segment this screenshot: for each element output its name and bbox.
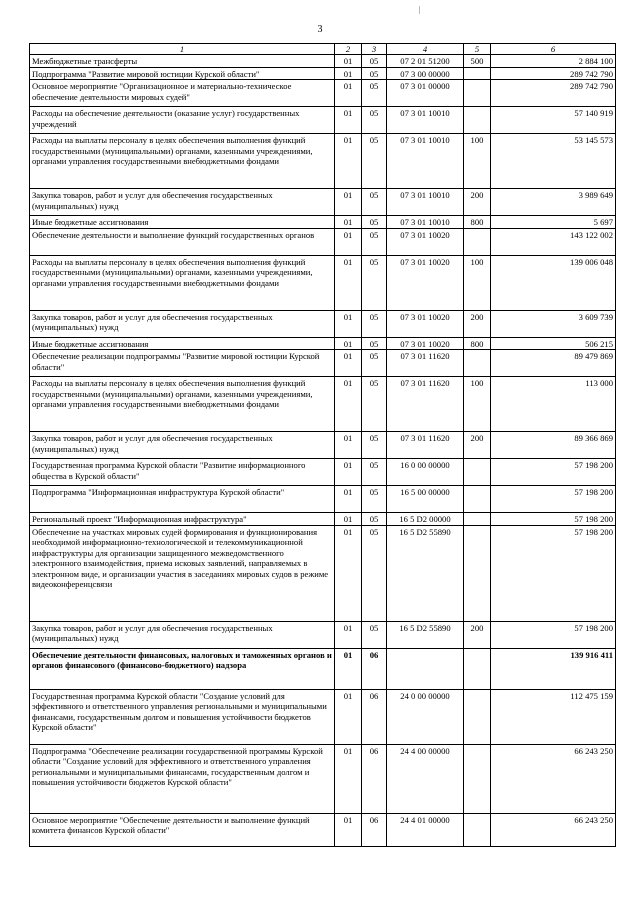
section-code-cell: 01 [335,744,362,813]
expense-type-cell [464,813,491,846]
expense-name-cell: Основное мероприятие "Обеспечение деятельности и выполнение функций комитета финансов Курской области" [30,813,335,846]
expense-name-cell: Региональный проект "Информационная инфраструктура" [30,513,335,526]
section-code-cell: 01 [335,377,362,432]
target-article-cell: 07 3 01 10010 [387,134,464,189]
column-header: 1 [30,44,335,55]
amount-cell: 112 475 159 [491,689,616,744]
column-header: 3 [362,44,387,55]
table-row [30,621,616,648]
subsection-code-cell: 06 [362,648,387,689]
target-article-cell: 07 3 00 00000 [387,67,464,80]
expense-type-cell: 800 [464,216,491,229]
table-row [30,377,616,432]
target-article-cell: 16 0 00 00000 [387,459,464,486]
amount-cell: 57 198 200 [491,459,616,486]
section-code-cell: 01 [335,310,362,337]
section-code-cell: 01 [335,134,362,189]
expense-name-cell: Расходы на обеспечение деятельности (оказание услуг) государственных учреждений [30,107,335,134]
section-code-cell: 01 [335,80,362,107]
target-article-cell: 16 5 D2 55890 [387,525,464,621]
amount-cell: 57 198 200 [491,486,616,513]
expense-type-cell [464,513,491,526]
expense-type-cell: 200 [464,432,491,459]
expense-name-cell: Закупка товаров, работ и услуг для обеспечения государственных (муниципальных) нужд [30,189,335,216]
subsection-code-cell: 05 [362,377,387,432]
expense-name-cell: Расходы на выплаты персоналу в целях обеспечения выполнения функций государственными (муниципальными) органами, казенными учреждениями, органами управления государственными внебюджетными фондами [30,134,335,189]
section-code-cell: 01 [335,813,362,846]
expense-name-cell: Расходы на выплаты персоналу в целях обеспечения выполнения функций государственными (муниципальными) органами, казенными учреждениями, органами управления государственными внебюджетными фондами [30,377,335,432]
target-article-cell: 24 0 00 00000 [387,689,464,744]
amount-cell: 57 198 200 [491,621,616,648]
amount-cell: 3 989 649 [491,189,616,216]
amount-cell: 139 006 048 [491,255,616,310]
section-code-cell: 01 [335,107,362,134]
amount-cell: 139 916 411 [491,648,616,689]
amount-cell: 53 145 573 [491,134,616,189]
expense-type-cell: 200 [464,310,491,337]
amount-cell: 57 198 200 [491,513,616,526]
subsection-code-cell: 05 [362,350,387,377]
section-code-cell: 01 [335,67,362,80]
expense-name-cell: Расходы на выплаты персоналу в целях обеспечения выполнения функций государственными (муниципальными) органами, казенными учреждениями, органами управления государственными внебюджетными фондами [30,255,335,310]
expense-name-cell: Основное мероприятие "Организационное и материально-техническое обеспечение деятельности мировых судей" [30,80,335,107]
target-article-cell: 07 3 01 10020 [387,337,464,350]
table-row [30,255,616,310]
expense-type-cell [464,744,491,813]
target-article-cell: 16 5 D2 55890 [387,621,464,648]
expense-type-cell [464,228,491,255]
target-article-cell: 24 4 00 00000 [387,744,464,813]
column-header: 2 [335,44,362,55]
budget-table [29,43,616,847]
target-article-cell [387,648,464,689]
section-code-cell: 01 [335,525,362,621]
table-row [30,432,616,459]
subsection-code-cell: 05 [362,189,387,216]
target-article-cell: 07 3 01 00000 [387,80,464,107]
expense-name-cell: Обеспечение на участках мировых судей формирования и функционирования необходимой информационно-технологической и телекоммуникационной инфраструктуры для организации защищенного межведомственного электронного взаимодействия, приема исковых заявлений, направляемых в электронном виде, и организации участия в заседаниях мировых судов в режиме видеоконференцсвязи [30,525,335,621]
expense-type-cell: 500 [464,55,491,68]
section-code-cell: 01 [335,513,362,526]
column-number-row [30,44,616,55]
expense-type-cell [464,350,491,377]
table-row [30,744,616,813]
table-row [30,216,616,229]
table-row [30,189,616,216]
expense-type-cell [464,107,491,134]
amount-cell: 289 742 790 [491,67,616,80]
table-row [30,80,616,107]
expense-type-cell: 200 [464,621,491,648]
expense-name-cell: Обеспечение реализации подпрограммы "Развитие мировой юстиции Курской области" [30,350,335,377]
amount-cell: 289 742 790 [491,80,616,107]
expense-type-cell: 200 [464,189,491,216]
table-row [30,486,616,513]
subsection-code-cell: 05 [362,216,387,229]
table-row [30,107,616,134]
subsection-code-cell: 05 [362,432,387,459]
expense-name-cell: Иные бюджетные ассигнования [30,216,335,229]
table-row [30,459,616,486]
amount-cell: 5 697 [491,216,616,229]
subsection-code-cell: 06 [362,689,387,744]
subsection-code-cell: 05 [362,107,387,134]
table-row [30,813,616,846]
amount-cell: 143 122 002 [491,228,616,255]
target-article-cell: 07 3 01 10020 [387,255,464,310]
section-code-cell: 01 [335,228,362,255]
table-row [30,337,616,350]
subsection-code-cell: 05 [362,134,387,189]
section-code-cell: 01 [335,255,362,310]
amount-cell: 89 479 869 [491,350,616,377]
section-code-cell: 01 [335,55,362,68]
expense-type-cell: 100 [464,134,491,189]
subsection-code-cell: 05 [362,80,387,107]
expense-name-cell: Государственная программа Курской области "Развитие информационного общества в Курской области" [30,459,335,486]
table-row [30,67,616,80]
expense-name-cell: Иные бюджетные ассигнования [30,337,335,350]
target-article-cell: 07 3 01 11620 [387,350,464,377]
subsection-code-cell: 06 [362,813,387,846]
expense-type-cell [464,67,491,80]
section-code-cell: 01 [335,189,362,216]
table-row [30,134,616,189]
section-code-cell: 01 [335,459,362,486]
amount-cell: 66 243 250 [491,744,616,813]
table-row [30,525,616,621]
target-article-cell: 07 3 01 10010 [387,216,464,229]
expense-type-cell [464,459,491,486]
target-article-cell: 07 2 01 51200 [387,55,464,68]
scan-mark [419,6,426,14]
amount-cell: 506 215 [491,337,616,350]
expense-type-cell: 800 [464,337,491,350]
expense-type-cell [464,80,491,107]
expense-type-cell [464,486,491,513]
section-code-cell: 01 [335,432,362,459]
expense-name-cell: Закупка товаров, работ и услуг для обеспечения государственных (муниципальных) нужд [30,621,335,648]
subsection-code-cell: 05 [362,337,387,350]
expense-name-cell: Подпрограмма "Развитие мировой юстиции Курской области" [30,67,335,80]
expense-name-cell: Межбюджетные трансферты [30,55,335,68]
subsection-code-cell: 05 [362,310,387,337]
target-article-cell: 16 5 00 00000 [387,486,464,513]
section-code-cell: 01 [335,350,362,377]
amount-cell: 57 140 919 [491,107,616,134]
subsection-code-cell: 05 [362,459,387,486]
subsection-code-cell: 05 [362,255,387,310]
column-header: 4 [387,44,464,55]
page-number: 3 [317,24,323,35]
expense-type-cell: 100 [464,377,491,432]
table-row [30,55,616,68]
subsection-code-cell: 05 [362,67,387,80]
expense-name-cell: Закупка товаров, работ и услуг для обеспечения государственных (муниципальных) нужд [30,432,335,459]
target-article-cell: 16 5 D2 00000 [387,513,464,526]
table-row [30,310,616,337]
section-code-cell: 01 [335,689,362,744]
target-article-cell: 07 3 01 10020 [387,310,464,337]
subsection-code-cell: 05 [362,525,387,621]
subsection-code-cell: 05 [362,228,387,255]
amount-cell: 89 366 869 [491,432,616,459]
expense-name-cell: Государственная программа Курской области "Создание условий для эффективного и ответственного управления региональными и муниципальными финансами, государственным долгом и повышения устойчивости бюджетов Курской области" [30,689,335,744]
expense-name-cell: Закупка товаров, работ и услуг для обеспечения государственных (муниципальных) нужд [30,310,335,337]
expense-name-cell: Обеспечение деятельности финансовых, налоговых и таможенных органов и органов финансового (финансово-бюджетного) надзора [30,648,335,689]
expense-name-cell: Подпрограмма "Обеспечение реализации государственной программы Курской области "Создание условий для эффективного и ответственного управления региональными и муниципальными финансами, государственным долгом и повышения устойчивости бюджетов Курской области" [30,744,335,813]
target-article-cell: 07 3 01 10010 [387,189,464,216]
amount-cell: 57 198 200 [491,525,616,621]
section-code-cell: 01 [335,621,362,648]
target-article-cell: 07 3 01 11620 [387,377,464,432]
target-article-cell: 24 4 01 00000 [387,813,464,846]
expense-type-cell [464,525,491,621]
table-row [30,513,616,526]
expense-name-cell: Подпрограмма "Информационная инфраструктура Курской области" [30,486,335,513]
expense-type-cell [464,648,491,689]
table-row [30,228,616,255]
target-article-cell: 07 3 01 10020 [387,228,464,255]
table-row [30,648,616,689]
expense-type-cell [464,689,491,744]
target-article-cell: 07 3 01 11620 [387,432,464,459]
table-row [30,350,616,377]
table-row [30,689,616,744]
subsection-code-cell: 05 [362,55,387,68]
section-code-cell: 01 [335,648,362,689]
section-code-cell: 01 [335,486,362,513]
target-article-cell: 07 3 01 10010 [387,107,464,134]
section-code-cell: 01 [335,216,362,229]
subsection-code-cell: 05 [362,621,387,648]
expense-name-cell: Обеспечение деятельности и выполнение функций государственных органов [30,228,335,255]
amount-cell: 2 884 100 [491,55,616,68]
column-header: 6 [491,44,616,55]
amount-cell: 113 000 [491,377,616,432]
table-body [30,55,616,847]
section-code-cell: 01 [335,337,362,350]
amount-cell: 3 609 739 [491,310,616,337]
amount-cell: 66 243 250 [491,813,616,846]
subsection-code-cell: 06 [362,744,387,813]
column-header: 5 [464,44,491,55]
expense-type-cell: 100 [464,255,491,310]
subsection-code-cell: 05 [362,513,387,526]
subsection-code-cell: 05 [362,486,387,513]
